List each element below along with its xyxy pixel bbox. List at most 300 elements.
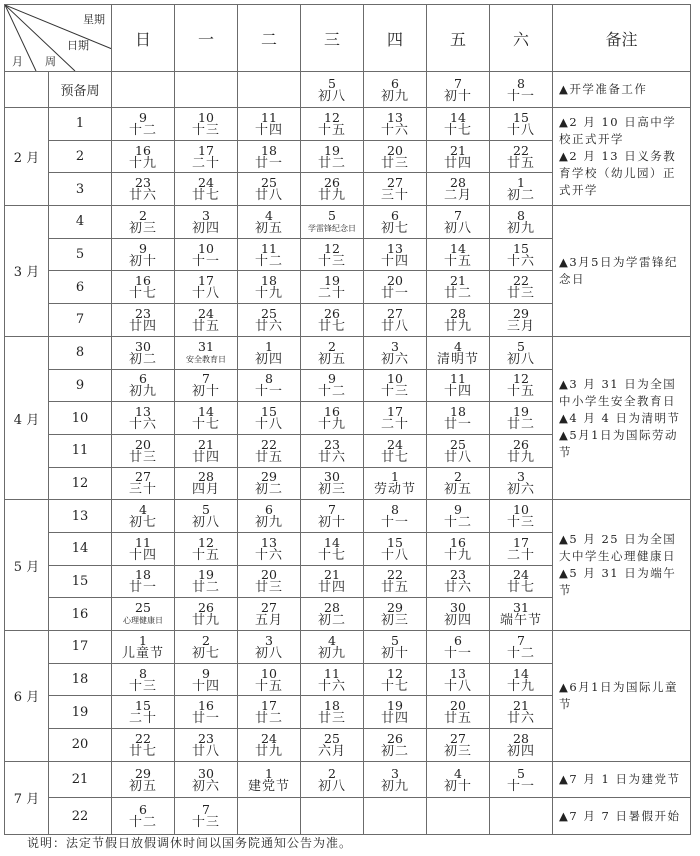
lunar-date: 初八 (506, 351, 535, 367)
lunar-date: 安全教育日 (186, 354, 226, 364)
solar-date: 22 (387, 567, 403, 583)
solar-date: 24 (513, 567, 529, 583)
day-cell (175, 369, 238, 402)
lunar-date: 廿八 (380, 318, 409, 334)
solar-date: 23 (135, 175, 151, 191)
solar-date: 11 (261, 109, 277, 125)
day-cell (364, 798, 427, 835)
lunar-date: 十三 (128, 678, 157, 694)
lunar-date: 四月 (191, 482, 220, 498)
day-cell (427, 631, 490, 664)
day-cell (301, 598, 364, 631)
day-cell (427, 798, 490, 835)
solar-date: 19 (324, 273, 340, 289)
notes-cell (553, 631, 691, 762)
notes-header: 备注 (553, 5, 691, 72)
day-cell (490, 369, 553, 402)
day-cell (364, 500, 427, 533)
week-row (5, 336, 691, 369)
lunar-date: 心理健康日 (123, 616, 163, 626)
day-cell (301, 532, 364, 565)
day-cell (238, 631, 301, 664)
solar-date: 7 (202, 802, 210, 818)
lunar-date: 十八 (443, 678, 472, 694)
day-cell (175, 304, 238, 337)
lunar-date: 建党节 (247, 778, 290, 794)
solar-date: 22 (513, 142, 529, 158)
lunar-date: 初十 (443, 778, 472, 794)
lunar-date: 二十 (128, 711, 157, 727)
solar-date: 4 (265, 207, 273, 223)
day-cell (301, 729, 364, 762)
lunar-date: 初四 (191, 220, 220, 236)
solar-date: 31 (513, 600, 529, 616)
day-cell (112, 304, 175, 337)
day-cell (427, 500, 490, 533)
solar-date: 11 (450, 371, 466, 387)
solar-date: 21 (513, 698, 529, 714)
week-row (5, 631, 691, 664)
lunar-date: 初七 (128, 515, 157, 531)
solar-date: 1 (265, 765, 273, 781)
day-cell (112, 467, 175, 500)
lunar-date: 初十 (443, 88, 472, 104)
day-cell (427, 402, 490, 435)
lunar-date: 十二 (317, 384, 346, 400)
note-item: ▲2 月 10 日高中学校正式开学 (559, 115, 677, 147)
day-cell (490, 108, 553, 141)
solar-date: 14 (198, 404, 214, 420)
solar-date: 14 (450, 109, 466, 125)
day-cell (427, 140, 490, 173)
solar-date: 25 (261, 305, 277, 321)
lunar-date: 廿六 (254, 318, 283, 334)
solar-date: 10 (387, 371, 403, 387)
lunar-date: 十三 (191, 122, 220, 138)
lunar-date: 五月 (254, 613, 283, 629)
week-number: 5 (49, 238, 112, 271)
lunar-date: 十九 (128, 155, 157, 171)
lunar-date: 廿六 (506, 711, 535, 727)
day-cell (427, 238, 490, 271)
solar-date: 30 (198, 765, 214, 781)
note-item: ▲4 月 4 日为清明节 (559, 410, 681, 425)
lunar-date: 初三 (128, 220, 157, 236)
solar-date: 29 (513, 305, 529, 321)
solar-date: 7 (454, 207, 462, 223)
solar-date: 1 (139, 632, 147, 648)
lunar-date: 十二 (128, 815, 157, 831)
lunar-date: 十二 (506, 645, 535, 661)
day-cell (238, 336, 301, 369)
solar-date: 20 (261, 567, 277, 583)
solar-date: 22 (135, 730, 151, 746)
solar-date: 20 (450, 698, 466, 714)
day-cell (238, 798, 301, 835)
day-cell (112, 598, 175, 631)
note-item: ▲3月5日为学雷锋纪念日 (559, 254, 678, 286)
lunar-date: 廿九 (317, 188, 346, 204)
day-cell (238, 173, 301, 206)
note-item: ▲5月1日为国际劳动节 (559, 427, 678, 459)
week-number: 17 (49, 631, 112, 664)
lunar-date: 三十 (380, 188, 409, 204)
day-cell (490, 434, 553, 467)
lunar-date: 廿五 (380, 580, 409, 596)
day-cell (301, 402, 364, 435)
day-cell (175, 663, 238, 696)
day-cell (301, 696, 364, 729)
solar-date: 12 (324, 109, 340, 125)
solar-date: 8 (139, 665, 147, 681)
solar-date: 9 (139, 240, 147, 256)
solar-date: 19 (387, 698, 403, 714)
week-number: 9 (49, 369, 112, 402)
solar-date: 3 (391, 765, 399, 781)
day-cell (175, 336, 238, 369)
day-cell (175, 206, 238, 239)
day-cell (112, 173, 175, 206)
solar-date: 8 (517, 75, 525, 91)
solar-date: 19 (513, 404, 529, 420)
day-cell (427, 696, 490, 729)
day-cell (238, 140, 301, 173)
lunar-date: 廿三 (380, 155, 409, 171)
day-cell (112, 238, 175, 271)
day-cell (301, 565, 364, 598)
day-cell (175, 500, 238, 533)
lunar-date: 初二 (380, 743, 409, 759)
school-calendar-table (4, 4, 691, 835)
lunar-date: 十五 (317, 122, 346, 138)
solar-date: 23 (450, 567, 466, 583)
day-cell (427, 72, 490, 108)
day-cell (238, 663, 301, 696)
solar-date: 26 (198, 600, 214, 616)
week-number: 15 (49, 565, 112, 598)
lunar-date: 廿二 (191, 580, 220, 596)
week-number: 19 (49, 696, 112, 729)
week-number: 7 (49, 304, 112, 337)
day-cell (490, 336, 553, 369)
day-cell (238, 271, 301, 304)
solar-date: 11 (324, 665, 340, 681)
day-cell (175, 467, 238, 500)
solar-date: 21 (198, 436, 214, 452)
day-cell (490, 598, 553, 631)
solar-date: 23 (135, 305, 151, 321)
day-cell (490, 696, 553, 729)
lunar-date: 廿四 (317, 580, 346, 596)
lunar-date: 廿二 (443, 286, 472, 302)
day-cell (490, 565, 553, 598)
solar-date: 11 (135, 534, 151, 550)
lunar-date: 二月 (443, 188, 472, 204)
solar-date: 12 (324, 240, 340, 256)
lunar-date: 廿七 (380, 449, 409, 465)
day-cell (301, 798, 364, 835)
day-cell (364, 434, 427, 467)
weekday-header: 六 (490, 5, 553, 72)
day-cell (490, 271, 553, 304)
lunar-date: 六月 (317, 743, 346, 759)
day-cell (427, 598, 490, 631)
lunar-date: 初四 (254, 351, 283, 367)
lunar-date: 初二 (128, 351, 157, 367)
solar-date: 3 (202, 207, 210, 223)
day-cell (490, 761, 553, 798)
day-cell (175, 72, 238, 108)
lunar-date: 廿五 (191, 318, 220, 334)
solar-date: 21 (324, 567, 340, 583)
solar-date: 25 (450, 436, 466, 452)
solar-date: 8 (265, 371, 273, 387)
solar-date: 19 (198, 567, 214, 583)
day-cell (112, 369, 175, 402)
lunar-date: 廿四 (128, 318, 157, 334)
lunar-date: 初九 (380, 778, 409, 794)
solar-date: 5 (517, 765, 525, 781)
lunar-date: 初二 (317, 613, 346, 629)
month-label: 2 月 (5, 108, 49, 206)
weekday-header: 三 (301, 5, 364, 72)
pre-week-row (5, 72, 691, 108)
solar-date: 5 (328, 207, 336, 223)
lunar-date: 廿七 (128, 743, 157, 759)
solar-date: 12 (387, 665, 403, 681)
lunar-date: 十一 (506, 88, 535, 104)
lunar-date: 初三 (380, 613, 409, 629)
day-cell (490, 798, 553, 835)
day-cell (175, 238, 238, 271)
lunar-date: 十一 (254, 384, 283, 400)
solar-date: 9 (202, 665, 210, 681)
solar-date: 20 (387, 142, 403, 158)
day-cell (427, 369, 490, 402)
solar-date: 7 (517, 632, 525, 648)
day-cell (175, 402, 238, 435)
day-cell (175, 434, 238, 467)
week-number: 16 (49, 598, 112, 631)
day-cell (364, 173, 427, 206)
day-cell (175, 532, 238, 565)
day-cell (112, 140, 175, 173)
lunar-date: 初六 (380, 351, 409, 367)
lunar-date: 十六 (128, 417, 157, 433)
lunar-date: 儿童节 (121, 645, 164, 661)
solar-date: 3 (391, 338, 399, 354)
solar-date: 15 (513, 109, 529, 125)
solar-date: 24 (198, 305, 214, 321)
solar-date: 28 (513, 730, 529, 746)
day-cell (364, 72, 427, 108)
day-cell (490, 206, 553, 239)
notes-cell (553, 108, 691, 206)
lunar-date: 十四 (443, 384, 472, 400)
lunar-date: 十四 (380, 253, 409, 269)
solar-date: 13 (135, 404, 151, 420)
week-axis-label: 周 (45, 55, 56, 68)
day-cell (301, 140, 364, 173)
solar-date: 26 (387, 730, 403, 746)
lunar-date: 十一 (443, 645, 472, 661)
day-cell (427, 729, 490, 762)
day-cell (364, 729, 427, 762)
solar-date: 16 (135, 273, 151, 289)
solar-date: 15 (135, 698, 151, 714)
solar-date: 26 (324, 305, 340, 321)
lunar-date: 廿三 (317, 711, 346, 727)
lunar-date: 十三 (191, 815, 220, 831)
week-number: 14 (49, 532, 112, 565)
solar-date: 29 (387, 600, 403, 616)
solar-date: 10 (513, 502, 529, 518)
lunar-date: 十六 (317, 678, 346, 694)
note-item: ▲2 月 13 日义务教育学校（幼儿园）正式开学 (559, 149, 677, 198)
solar-date: 15 (387, 534, 403, 550)
solar-date: 7 (328, 502, 336, 518)
day-cell (238, 108, 301, 141)
lunar-date: 十七 (380, 678, 409, 694)
month-label: 3 月 (5, 206, 49, 337)
day-cell (112, 271, 175, 304)
day-cell (490, 173, 553, 206)
day-cell (175, 761, 238, 798)
day-cell (238, 696, 301, 729)
solar-date: 2 (328, 338, 336, 354)
solar-date: 18 (261, 273, 277, 289)
lunar-date: 初五 (443, 482, 472, 498)
lunar-date: 十三 (506, 515, 535, 531)
lunar-date: 清明节 (436, 351, 479, 367)
lunar-date: 初九 (317, 645, 346, 661)
note-item: ▲5 月 25 日为全国大中学生心理健康日 (559, 532, 677, 564)
lunar-date: 初七 (191, 645, 220, 661)
day-cell (364, 696, 427, 729)
day-cell (301, 304, 364, 337)
lunar-date: 十九 (443, 547, 472, 563)
day-cell (112, 663, 175, 696)
solar-date: 2 (202, 632, 210, 648)
day-cell (364, 402, 427, 435)
day-cell (175, 729, 238, 762)
day-cell (364, 663, 427, 696)
solar-date: 14 (450, 240, 466, 256)
day-cell (427, 761, 490, 798)
solar-date: 2 (328, 765, 336, 781)
lunar-date: 十一 (191, 253, 220, 269)
solar-date: 2 (454, 469, 462, 485)
day-cell (490, 631, 553, 664)
lunar-date: 初四 (506, 743, 535, 759)
day-cell (175, 140, 238, 173)
lunar-date: 廿八 (254, 188, 283, 204)
solar-date: 9 (139, 109, 147, 125)
day-cell (364, 467, 427, 500)
day-cell (301, 500, 364, 533)
day-cell (175, 173, 238, 206)
lunar-date: 十二 (254, 253, 283, 269)
solar-date: 4 (454, 765, 462, 781)
day-cell (427, 173, 490, 206)
solar-date: 3 (517, 469, 525, 485)
day-cell (364, 304, 427, 337)
lunar-date: 十五 (443, 253, 472, 269)
day-cell (301, 336, 364, 369)
lunar-date: 廿六 (128, 188, 157, 204)
lunar-date: 初七 (380, 220, 409, 236)
solar-date: 5 (391, 632, 399, 648)
solar-date: 17 (387, 404, 403, 420)
day-cell (175, 631, 238, 664)
lunar-date: 廿四 (191, 449, 220, 465)
solar-date: 21 (450, 142, 466, 158)
solar-date: 17 (198, 142, 214, 158)
day-cell (490, 72, 553, 108)
day-cell (238, 565, 301, 598)
solar-date: 6 (139, 802, 147, 818)
day-cell (238, 761, 301, 798)
notes-cell (553, 798, 691, 835)
solar-date: 20 (135, 436, 151, 452)
week-number: 21 (49, 761, 112, 798)
day-cell (112, 729, 175, 762)
day-cell (427, 271, 490, 304)
solar-date: 18 (261, 142, 277, 158)
solar-date: 27 (387, 305, 403, 321)
lunar-date: 十三 (317, 253, 346, 269)
week-number: 20 (49, 729, 112, 762)
lunar-date: 廿一 (254, 155, 283, 171)
day-cell (490, 304, 553, 337)
footer-note: 说明：法定节假日放假调休时间以国务院通知公告为准。 (27, 836, 353, 850)
notes-cell (553, 761, 691, 798)
day-cell (112, 500, 175, 533)
lunar-date: 廿三 (254, 580, 283, 596)
week-number: 12 (49, 467, 112, 500)
solar-date: 22 (513, 273, 529, 289)
lunar-date: 廿七 (506, 580, 535, 596)
day-cell (490, 663, 553, 696)
lunar-date: 三十 (128, 482, 157, 498)
lunar-date: 廿五 (443, 711, 472, 727)
lunar-date: 十四 (191, 678, 220, 694)
day-cell (427, 304, 490, 337)
lunar-date: 十七 (128, 286, 157, 302)
corner-cell (5, 5, 112, 72)
solar-date: 18 (450, 404, 466, 420)
lunar-date: 十八 (191, 286, 220, 302)
lunar-date: 初八 (317, 778, 346, 794)
solar-date: 6 (139, 371, 147, 387)
day-cell (175, 108, 238, 141)
solar-date: 9 (454, 502, 462, 518)
month-axis-label: 月 (12, 55, 23, 68)
lunar-date: 初五 (317, 351, 346, 367)
note-item: ▲7 月 7 日暑假开始 (559, 808, 681, 823)
week-row (5, 206, 691, 239)
day-cell (238, 72, 301, 108)
lunar-date: 初九 (506, 220, 535, 236)
solar-date: 6 (391, 207, 399, 223)
lunar-date: 初五 (128, 778, 157, 794)
solar-date: 17 (513, 534, 529, 550)
lunar-date: 廿一 (443, 417, 472, 433)
solar-date: 7 (202, 371, 210, 387)
lunar-date: 十二 (443, 515, 472, 531)
solar-date: 30 (450, 600, 466, 616)
week-number: 预备周 (49, 72, 112, 108)
